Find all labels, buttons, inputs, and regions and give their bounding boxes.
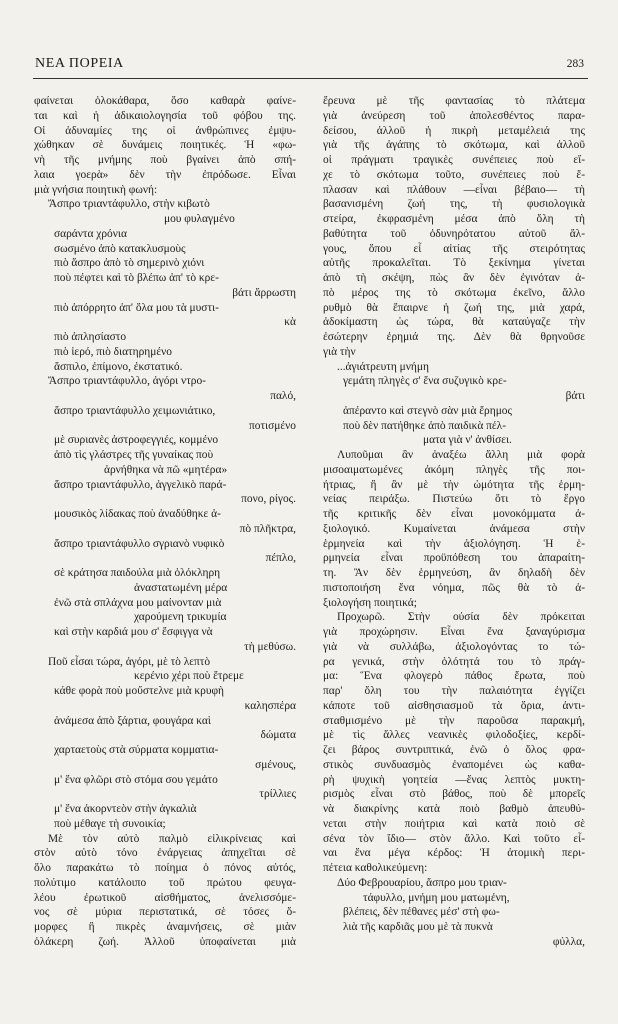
left-column-line: Ποῦ εἶσαι τώρα, ἀγόρι, μὲ τὸ λεπτὸ [48,655,211,668]
right-column-line: σένα τὸν ἴδιο— στὸν ἄλλο. Καὶ τοῦτο εἶ- [323,832,585,845]
left-column-line: μουσικὸς λίδακας ποὺ ἀναδύθηκε ἀ- [54,508,221,520]
left-column-line: πονο, ρίγος. [241,493,296,506]
right-column-line: γιὰ νὰ συλλάβω, ἀξιολογόντας το τώ- [323,640,585,653]
right-column-line: μισοαιματωμένες ἀκόμη πληγὲς τῆς ποι- [323,463,585,476]
left-column-line: λέου ἐρωτικοῦ αἰσθήματος, ἀνελισσόμε- [34,891,296,904]
right-column-line: βασανισμένη ζωή της, τὴ φυσιολογικὰ [323,198,585,211]
left-column-line: ἐνῶ στὰ σπλάχνα μου μαίνονταν μιὰ [54,596,222,609]
left-column-line: κάθε φορὰ ποὺ μοὔστελνε μιὰ κρυφὴ [54,685,225,697]
left-column-line: νὴ τῆς μνήμης ποὺ βγαίνει ἀπὸ σπή- [34,154,296,166]
left-column-line: Μὲ τὸν αὐτὸ παλμὸ εἰλικρίνειας καὶ [48,832,296,845]
left-column-line: ται καὶ ἡ ἀδικαιολογησία τοῦ φόβου της. [34,109,296,122]
left-column-line: σωσμένο ἀπὸ κατακλυσμοὺς [54,242,186,255]
right-column-line: τη. Ἂν δὲν ἑρμηνεύση, ἂν δηλαδὴ δὲν [323,567,585,579]
left-column-line: ἄσπρο τριαντάφυλλο, ἀγγελικὸ παρά- [54,478,227,491]
right-column-line: δείσου, ἀλλοῦ ἡ πικρὴ μεταμέλειά της [323,124,585,137]
right-column-line: φύλλα, [552,935,585,948]
left-column-line: καλησπέρα [244,699,296,712]
left-column-line: βάτι ἄρρωστη [232,286,296,299]
right-column-line: νείας πειράξω. Πιστεύω ὅτι τὸ ἔργο [323,493,585,506]
left-column-line: πιὸ ἀπλησίαστο [54,331,127,343]
right-column-line: Λυποῦμαι ἂν ἀναξέω ἄλλη μιὰ φορὰ [337,449,585,461]
right-column-line: πιστοποιήση ἕνα νόημα, πῶς θὰ τὸ ἀ- [323,581,585,594]
right-column-line: μα: Ἕνα φλογερὸ πάθος ἔρωτα, ποὺ [323,670,585,683]
left-column-line: ἀρνήθηκα νὰ πῶ «μητέρα» [104,463,228,476]
right-column-line: λιὰ τῆς καρδιᾶς μου μὲ τὰ πυκνὰ [343,921,493,933]
right-column-line: ρισμὸς εἶναι στὸ βάθος, ποὺ δὲ μπορεῖς [323,788,585,801]
left-column-line: ποτισμένο [249,419,296,432]
left-column-line: ἀπὸ τὶς γλάστρες τῆς γυναίκας ποὺ [54,449,214,461]
right-column-line: ἔρευνα μὲ τῆς φαντασίας τὸ πλάτεμα [323,95,585,107]
right-column-line: ξιολογικό. Κυμαίνεται ἀνάμεσα στὴν [323,522,585,535]
right-column-line: ναι ἕνα μέγα κέρδος: Ἡ ἀτομικὴ περι- [323,847,585,860]
right-column-line: οἱ πράγματι τραγικὲς συνέπειες ποὺ εἴ- [323,154,585,166]
left-column-line: νος σὲ μύρια περιστατικά, σὲ τόσες ὄ- [34,906,296,919]
left-column-line: πὸ πλῆκτρα, [239,522,296,535]
right-column-line: βλέπεις, δὲν πέθανες μέσ' στὴ φω- [343,906,500,919]
right-column-line: πὸ μέρος της τὸ σκότωμα ἐκεῖνο, ἄλλο [323,286,585,299]
left-column-line: φαίνεται ὁλοκάθαρα, ὅσο καθαρὰ φαίνε- [34,95,296,107]
left-column-line: στὸν αὐτὸ τόνο ἐνάργειας ἀπηχεῖται σὲ [34,847,296,860]
right-column-line: νεται στὴν ποιήτρια καὶ κατὰ ποιὸ σὲ [323,817,585,830]
left-column-line: Ἄσπρο τριαντάφυλλο, ἀγόρι ντρο- [48,375,206,388]
right-column-line: στείρα, ἐκφρασμένη μέσα ἀπὸ ὅλη τὴ [323,213,585,225]
right-column-line: γιὰ προχώρησιν. Εἶναι ἕνα ξαναγύρισμα [323,626,585,638]
left-column-line: δώματα [260,729,296,742]
right-column-line: ἀπέραντο καὶ στεγνὸ σὰν μιὰ ἔρημος [343,404,513,417]
right-column-line: πλασαν καὶ πλάθουν —εἶναι βέβαιο— τὴ [323,183,585,196]
right-column-line: βάτι [565,390,585,402]
right-column-line: στικὸς συνδυασμὸς ἐναπομένει ὡς καθα- [323,758,585,771]
left-column-line: πιὸ ἀπόρρητο ἀπ' ὅλα μου τὰ μυστι- [54,301,219,314]
right-column-line: γιὰ τὴν [323,345,356,358]
right-column-line: ρμηνεία εἶναι προϋπόθεση του ἀπαραίτη- [323,552,585,565]
left-column-line: ποὺ πέφτει καὶ τὸ βλέπω ἀπ' τὸ κρε- [54,272,219,284]
left-column-line: Ἄσπρο τριαντάφυλλο, στὴν κιβωτὸ [48,198,210,211]
right-column-line: πέτεια καθολικεύμενη: [323,862,428,874]
left-column-line: μου φυλαγμένο [164,213,235,225]
left-column-line: ἄσπρο τριαντάφυλλο σγριανὸ νυφικὸ [54,537,225,550]
right-column-line: γιὰ ἀνεύρεση τοῦ ἀπολεσθέντος παρα- [323,109,585,122]
right-column-line: γεμάτη πληγὲς σ' ἕνα συζυγικὸ κρε- [343,375,507,388]
right-column-line: Δύο Φεβρουαρίου, ἄσπρο μου τριαν- [337,876,507,889]
left-column-line: μιὰ γνήσια ποιητικὴ φωνή: [34,183,158,196]
right-column-line: κάποτε τοῦ αἰσθησιασμοῦ τὰ ὅρια, ἀντι- [323,699,585,712]
left-column-line: μορφες ἢ πικρὲς ἀναμνήσεις, σὲ μιὰν [34,921,296,933]
left-column-line: χώθηκαν σὲ δυνάμεις ποιητικές. Ἡ «φω- [34,139,296,152]
left-column-line: ποὺ μέθαγε τὴ συνοικία; [54,817,166,830]
page-number: 283 [566,58,584,70]
left-column-line: ἄσπρο τριαντάφυλλο χειμωνιάτικο, [54,404,216,417]
right-column-line: ματα γιὰ ν' ἀνθίσει. [423,434,512,447]
left-column-line: σαράντα χρόνια [54,227,127,240]
left-column-line: λαια γοερὰ» δὲν τὴν ἐπρόδωσε. Εἶναι [34,168,296,181]
left-column-line: τρίλλιες [259,788,296,801]
right-column-line: ἀπὸ τὴ σκέψη, πὼς ἂν δὲν ἐγινόταν ἀ- [323,272,585,284]
right-column-line: ρυθμὸ θὰ ἔπαιρνε ἡ ζωή της, μιὰ χαρά, [323,301,585,314]
left-column-line: ἄσπιλο, ἐπίμονο, ἐκστατικό. [54,360,183,373]
right-column-line: ξιολογήση ποιητικά; [323,596,417,609]
left-column [34,94,296,950]
left-column-line: κερένιο χέρι ποὺ ἔτρεμε [134,670,244,683]
left-column-line: πέπλο, [265,552,296,565]
right-column-line: ἑρμηνεία καὶ τὴν ἀξιολόγηση. Ἡ ἑ- [323,537,585,550]
right-column-line: ρὴ ψυχικὴ γοητεία —ἕνας λεπτὸς μυκτη- [323,773,585,786]
right-column-line: ἐσώτερην ἐρημιά της. Δὲν θὰ θρηνοῦσε [323,331,585,343]
left-column-line: ὁλάκερη ζωή. Ἀλλοῦ ὑποφαίνεται μιὰ [34,935,296,948]
left-column-line: σμένους, [255,758,296,771]
right-column-line: γους, ὅπου εἶ αἰτίας τῆς στειρότητας [323,242,585,255]
right-column [323,94,585,950]
left-column-line: Οἱ ἀδυναμίες της οἱ ἀνθρώπινες ἐμψυ- [34,124,296,137]
left-column-line: καὶ στὴν καρδιά μου σ' ἔσφιγγα νὰ [54,626,213,638]
left-column-line: πολύτιμο κατάλοιπο τοῦ πρώτου φευγα- [34,876,296,889]
right-column-line: αὐτῆς προκαλεῖται. Τὸ ξεκίνημα γίνεται [323,257,585,270]
running-header [33,56,588,79]
left-column-line: τὴ μεθύσω. [244,640,296,653]
left-column-line: πιὸ ἄσπρο ἀπὸ τὸ σημερινὸ χιόνι [54,257,205,270]
left-column-line: ἀναστατωμένη μέρα [134,581,228,594]
right-column-line: παρ' ὅλη του τὴν παλαιότητα ἐγγίζει [323,685,585,697]
right-column-line: ποὺ δὲν πατήθηκε ἀπὸ παιδικὰ πέλ- [343,419,507,432]
right-column-line: ...ἀγιάτρευτη μνήμη [337,360,429,373]
journal-title: ΝΕΑ ΠΟΡΕΙΑ [35,56,124,71]
right-column-line: ήτριας, ἢ ἂν μὲ τὴν ὡμότητα τῆς ἑρμη- [323,478,585,491]
left-column-line: κὰ [284,316,296,329]
left-column-line: χαρούμενη τρικυμία [134,611,227,624]
left-column-line: ὅλο παρακάτω τὸ ποίημα ὁ πόνος αὐτός, [34,862,296,874]
right-column-line: ζει βάρος συντριπτικά, ἐνῶ ὁ ὅλος φρα- [323,744,585,756]
left-column-line: μ' ἕνα φλῶρι στὸ στόμα σου γεμάτο [54,773,218,786]
left-column-line: ἀνάμεσα ἀπὸ ξάρτια, φουγάρα καὶ [54,714,211,727]
right-column-line: Προχωρῶ. Στὴν οὐσία δὲν πρόκειται [337,611,585,624]
right-column-line: γιὰ τῆς ἀγάπης τὸ σκότωμα, καὶ ἀλλοῦ [323,139,585,152]
right-column-line: ἀδοκίμαστη ὡς τώρα, θὰ καταύγαζε τὴν [323,316,585,329]
right-column-line: σταθμισμένο μὲ τὴν παροῦσα παρακμή, [323,714,585,727]
left-column-line: πιὸ ἱερό, πιὸ διατηρημένο [54,345,172,358]
right-column-line: χε τὸ σκότωμα τοῦτο, συνέπειες ποὺ ἔ- [323,168,585,181]
right-column-line: τῆς κριτικῆς δὲν εἶναι μονοκόμματα ἀ- [323,508,585,520]
right-column-line: ρα γενικά, στὴν ὁλότητά του τὸ πράγ- [323,655,585,668]
left-column-line: σὲ κράτησα παιδούλα μιὰ ὁλόκληρη [54,567,221,579]
left-column-line: χαρταετοὺς στὰ σύρματα κομματια- [54,744,219,756]
left-column-line: παλό, [270,390,296,402]
right-column-line: μὲ τὶς ἄλλες νεανικὲς φιλοδοξίες, κερδί- [323,729,585,742]
right-column-line: τάφυλλο, μνήμη μου ματωμένη, [363,891,510,904]
left-column-line: μὲ συριανὲς ἀστροφεγγιές, κομμένο [54,434,219,447]
right-column-line: νὰ διακρίνης κατὰ ποιὸ βαθμὸ ἀπευθύ- [323,803,585,815]
left-column-line: μ' ἕνα ἀκορντεὸν στὴν ἀγκαλιὰ [54,803,197,815]
right-column-line: βαθύτητα τοῦ ὀδυνηρότατου αὐτοῦ ἄλ- [323,227,585,240]
